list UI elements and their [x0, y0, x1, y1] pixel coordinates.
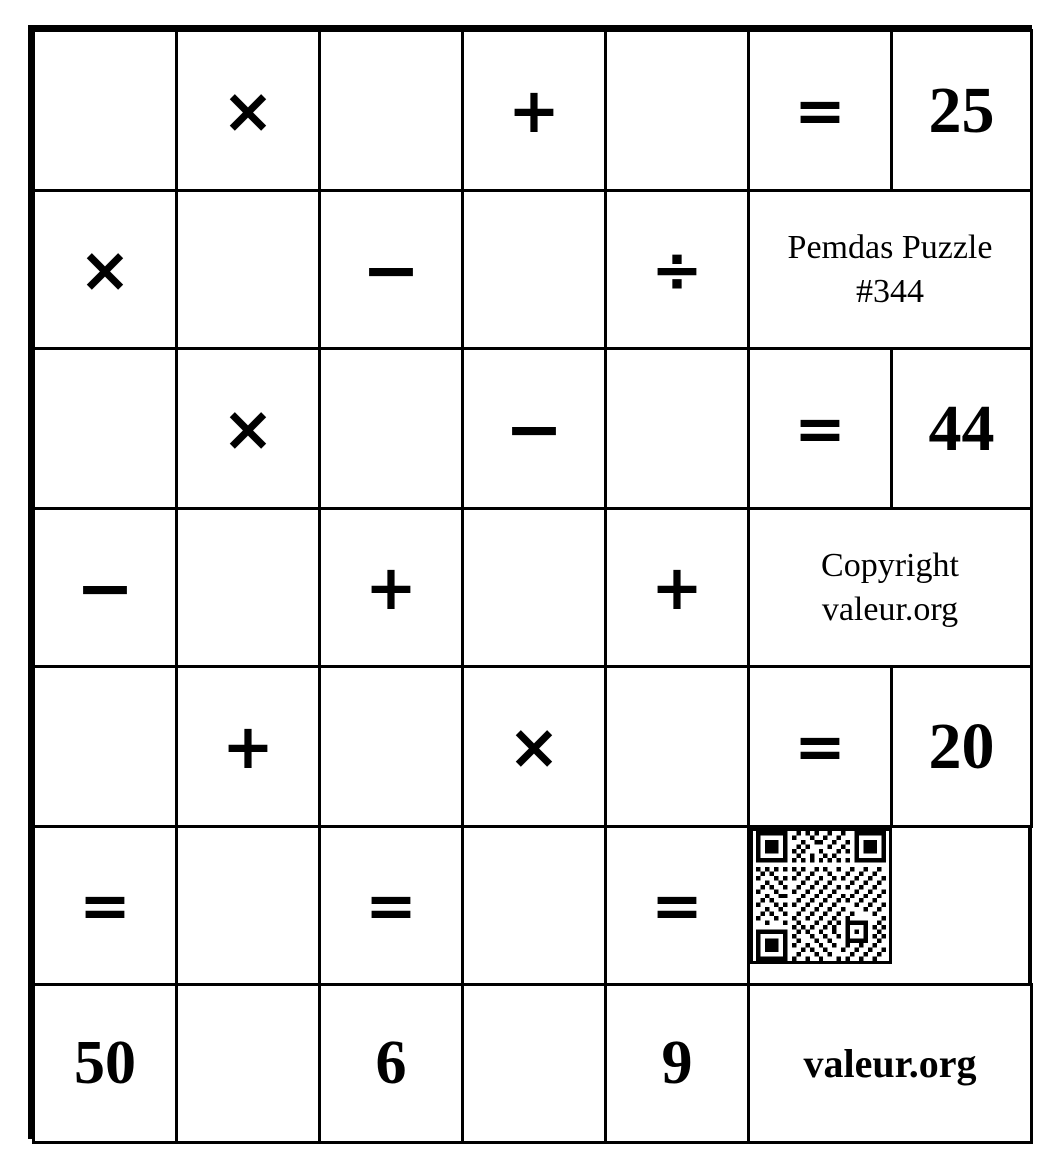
puzzle-number: #344 — [856, 272, 924, 310]
plus-icon: + — [651, 550, 703, 624]
answer-value: 50 — [74, 1029, 136, 1097]
minus-icon: − — [75, 546, 135, 629]
result-value: 25 — [928, 73, 995, 147]
cell-input-r1c3[interactable] — [320, 31, 463, 191]
cell-answer-c1 — [34, 985, 177, 1143]
cell-input-r5c3[interactable] — [320, 667, 463, 827]
multiply-icon: × — [508, 709, 560, 783]
result-value: 44 — [928, 391, 995, 465]
table-row — [34, 31, 1032, 191]
multiply-icon: × — [222, 391, 274, 465]
cell-operator-r4c3 — [320, 509, 463, 667]
table-row — [34, 349, 1032, 509]
answer-value: 9 — [661, 1029, 693, 1097]
cell-input-r1c5[interactable] — [606, 31, 749, 191]
cell-operator-r4c1 — [34, 509, 177, 667]
cell-result-r5 — [892, 667, 1032, 827]
cell-equals-r5 — [749, 667, 892, 827]
cell-blocked-r2c4 — [463, 191, 606, 349]
plus-icon: + — [508, 73, 560, 147]
minus-icon: − — [361, 228, 421, 311]
puzzle-title: Pemdas Puzzle — [787, 229, 993, 267]
cell-blocked-r7c4 — [463, 985, 606, 1143]
cell-operator-r3c2 — [177, 349, 320, 509]
cell-equals-c3 — [320, 827, 463, 985]
cell-equals-c5 — [606, 827, 749, 985]
equals-icon: = — [794, 73, 846, 147]
cell-blocked-r4c2 — [177, 509, 320, 667]
cell-blocked-r4c4 — [463, 509, 606, 667]
cell-operator-r5c4 — [463, 667, 606, 827]
table-row — [34, 191, 1032, 349]
cell-input-r3c3[interactable] — [320, 349, 463, 509]
cell-operator-r5c2 — [177, 667, 320, 827]
cell-answer-c3 — [320, 985, 463, 1143]
multiply-icon: × — [222, 73, 274, 147]
cell-result-r1 — [892, 31, 1032, 191]
table-row — [34, 509, 1032, 667]
cell-equals-r1 — [749, 31, 892, 191]
cell-input-r5c5[interactable] — [606, 667, 749, 827]
cell-blocked-r2c2 — [177, 191, 320, 349]
cell-operator-r1c2 — [177, 31, 320, 191]
equals-icon: = — [794, 391, 846, 465]
cell-result-r3 — [892, 349, 1032, 509]
cell-operator-r2c1 — [34, 191, 177, 349]
cell-operator-r4c5 — [606, 509, 749, 667]
copyright-line-2: valeur.org — [821, 590, 959, 628]
puzzle-table — [32, 29, 1033, 1144]
cell-blocked-r6c2 — [177, 827, 320, 985]
cell-operator-r3c4 — [463, 349, 606, 509]
divide-icon: ÷ — [651, 232, 703, 306]
cell-answer-c5 — [606, 985, 749, 1143]
puzzle-info-box — [749, 191, 1032, 349]
table-row — [34, 827, 1032, 985]
result-value: 20 — [928, 709, 995, 783]
minus-icon: − — [504, 387, 564, 470]
equals-icon: = — [79, 868, 131, 942]
cell-equals-c1 — [34, 827, 177, 985]
cell-blocked-r7c2 — [177, 985, 320, 1143]
equals-icon: = — [794, 709, 846, 783]
cell-equals-r3 — [749, 349, 892, 509]
brand-label: valeur.org — [803, 1041, 977, 1086]
cell-blocked-r6c4 — [463, 827, 606, 985]
pemdas-puzzle-grid — [28, 25, 1032, 1139]
qr-code-icon — [756, 831, 886, 961]
copyright-box — [749, 509, 1032, 667]
cell-input-r5c1[interactable] — [34, 667, 177, 827]
equals-icon: = — [651, 868, 703, 942]
cell-input-r3c5[interactable] — [606, 349, 749, 509]
table-row — [34, 667, 1032, 827]
cell-input-r1c1[interactable] — [34, 31, 177, 191]
cell-operator-r1c4 — [463, 31, 606, 191]
plus-icon: + — [365, 550, 417, 624]
brand-box[interactable] — [749, 985, 1032, 1143]
answer-value: 6 — [375, 1029, 407, 1097]
cell-input-r3c1[interactable] — [34, 349, 177, 509]
qr-code-cell[interactable] — [750, 828, 892, 964]
cell-operator-r2c5 — [606, 191, 749, 349]
table-row — [34, 985, 1032, 1143]
copyright-line-1: Copyright — [821, 547, 959, 585]
plus-icon: + — [222, 709, 274, 783]
equals-icon: = — [365, 868, 417, 942]
multiply-icon: × — [79, 232, 131, 306]
cell-operator-r2c3 — [320, 191, 463, 349]
